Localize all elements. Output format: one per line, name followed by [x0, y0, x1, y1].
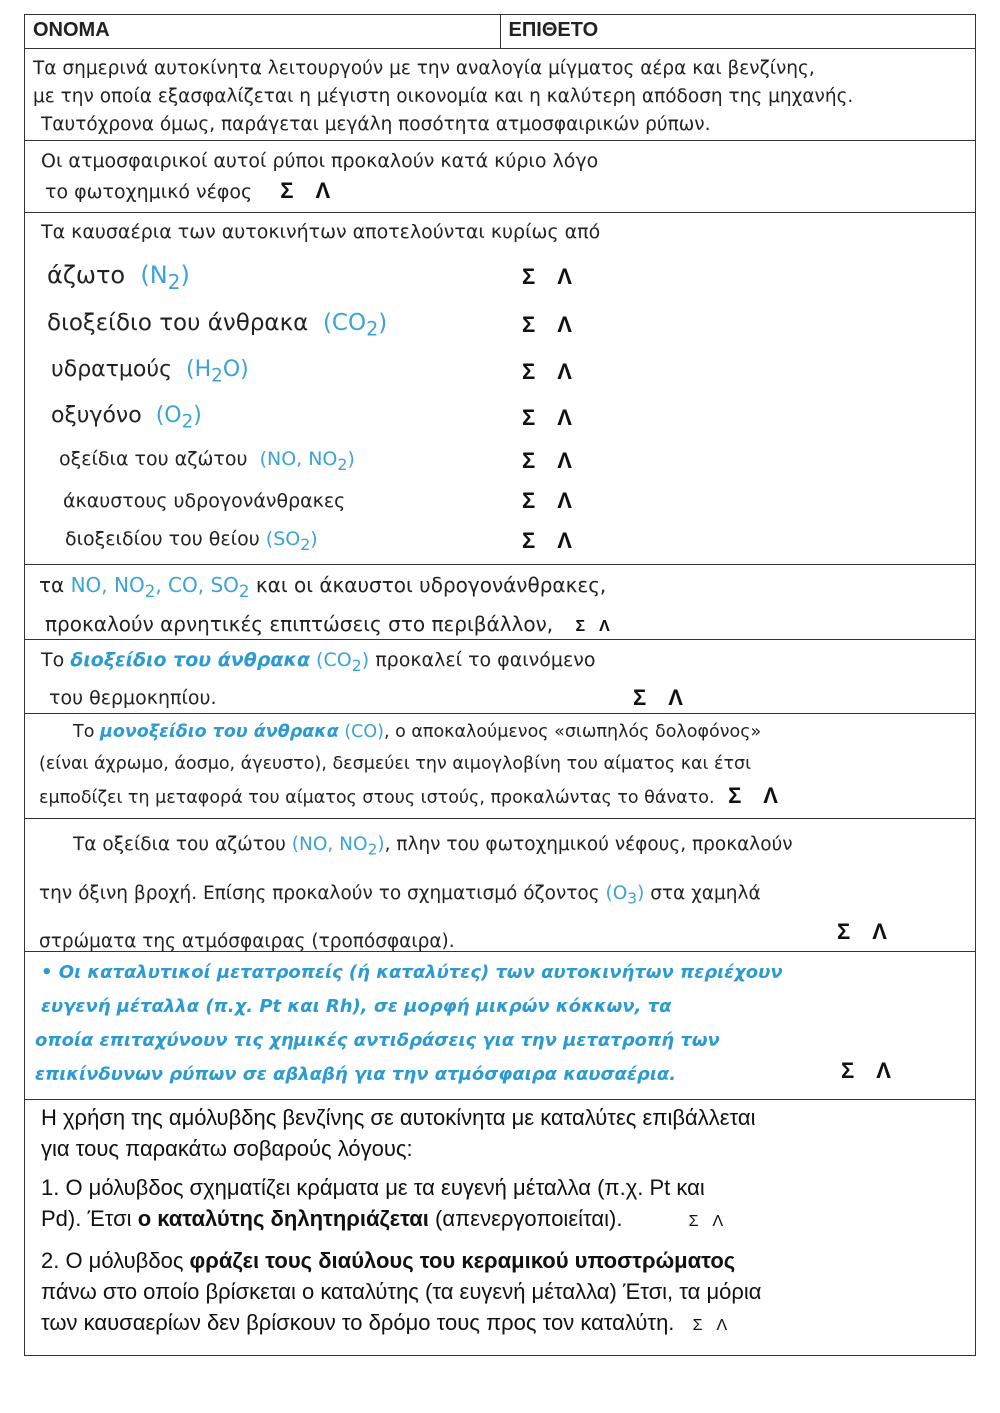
true-option[interactable]: Σ	[280, 178, 294, 203]
q5-text: (είναι άχρωμο, άοσμο, άγευστο), δεσμεύει την αιμογλοβίνη του αίματος και έτσι	[39, 754, 752, 774]
item-formula: $(O_2)$	[155, 403, 202, 433]
item-options	[522, 264, 572, 290]
true-option[interactable]: Σ	[522, 312, 536, 337]
item-text: οξυγόνο	[51, 403, 142, 429]
q3-formula: NO, $NO_2$, CO, $SO_2$	[70, 573, 250, 601]
list-item	[41, 349, 959, 395]
q8-text: 2. Ο μόλυβδος	[41, 1248, 184, 1273]
q8-options-1	[689, 1213, 724, 1230]
q4-options	[633, 682, 683, 714]
item-options	[522, 405, 572, 431]
false-option[interactable]: Λ	[557, 359, 572, 384]
q4-text: προκαλεί το φαινόμενο	[375, 649, 596, 671]
q6-text: στρώματα της ατμόσφαιρας (τροπόσφαιρα).	[39, 931, 455, 953]
question-2	[25, 212, 975, 564]
q3-text: τα	[39, 573, 65, 597]
true-option[interactable]: Σ	[522, 264, 536, 289]
q8-text: των καυσαερίων δεν βρίσκουν το δρόμο τους προς τον καταλύτη.	[41, 1310, 675, 1335]
list-item	[41, 301, 959, 349]
false-option[interactable]: Λ	[557, 528, 572, 553]
q5-text: , ο αποκαλούμενος «σιωπηλός δολοφόνος»	[384, 722, 762, 742]
intro-line: με την οποία εξασφαλίζεται η μέγιστη οικονομία και η καλύτερη απόδοση της μηχανής.	[33, 86, 854, 107]
question-7	[25, 951, 975, 1099]
question-5	[25, 713, 975, 818]
question-1	[25, 140, 975, 212]
item-formula: $(CO_2)$	[322, 309, 388, 341]
false-option[interactable]: Λ	[315, 178, 331, 203]
false-option[interactable]: Λ	[557, 312, 572, 337]
false-option[interactable]: Λ	[763, 783, 778, 808]
q6-text: στα χαμηλά	[650, 882, 761, 904]
q5-formula: (CO)	[344, 722, 384, 742]
q4-text: του θερμοκηπίου.	[49, 686, 217, 709]
item-formula: $(SO_2)$	[265, 528, 318, 554]
list-item	[41, 253, 959, 301]
false-option[interactable]: Λ	[557, 488, 572, 513]
true-option[interactable]: Σ	[575, 618, 586, 635]
q8-text: 1. Ο μόλυβδος σχηματίζει κράματα με τα ευγενή μέταλλα (π.χ. Pt και	[41, 1175, 705, 1200]
q6-text: Τα οξείδια του αζώτου	[73, 834, 286, 855]
question-3	[25, 564, 975, 639]
q8-text: πάνω στο οποίο βρίσκεται ο καταλύτης (τα ευγενή μέταλλα) Έτσι, τα μόρια	[41, 1279, 762, 1304]
item-options	[522, 448, 572, 474]
item-text: οξείδια του αζώτου	[59, 448, 248, 471]
q8-text: για τους παρακάτω σοβαρούς λόγους:	[41, 1136, 413, 1161]
q8-bold: ο καταλύτης δηλητηριάζεται	[137, 1206, 429, 1231]
q3-text: προκαλούν αρνητικές επιπτώσεις στο περιβάλλον,	[45, 612, 554, 636]
q8-text: Η χρήση της αμόλυβδης βενζίνης σε αυτοκίνητα με καταλύτες επιβάλλεται	[41, 1105, 756, 1130]
q7-text: επικίνδυνων ρύπων σε αβλαβή για την ατμόσφαιρα καυσαέρια.	[35, 1064, 677, 1085]
true-option[interactable]: Σ	[522, 528, 536, 553]
q1-text: το φωτοχημικό νέφος	[45, 181, 253, 203]
q7-text: ευγενή μέταλλα (π.χ. Pt και Rh), σε μορφή μικρών κόκκων, τα	[41, 996, 672, 1017]
false-option[interactable]: Λ	[872, 919, 887, 945]
intro-text	[25, 48, 975, 140]
true-option[interactable]: Σ	[522, 405, 536, 430]
item-options	[522, 312, 572, 338]
list-item	[41, 395, 959, 441]
list-item	[41, 521, 959, 561]
true-option[interactable]: Σ	[692, 1317, 703, 1334]
q4-formula: $(CO_2)$	[316, 649, 370, 675]
list-item	[41, 481, 959, 521]
list-item	[41, 441, 959, 481]
item-formula: (NO, $NO_2$)	[259, 448, 355, 474]
q6-text: , πλην του φωτοχημικού νέφους, προκαλούν	[384, 834, 793, 855]
surname-field[interactable]	[500, 15, 976, 48]
false-option[interactable]: Λ	[716, 1317, 728, 1334]
false-option[interactable]: Λ	[557, 405, 572, 430]
q6-formula: (NO, $NO_2$)	[291, 834, 385, 859]
item-text: διοξείδιο του άνθρακα	[47, 309, 309, 336]
question-4	[25, 639, 975, 713]
true-option[interactable]: Σ	[522, 488, 536, 513]
q1-text: Οι ατμοσφαιρικοί αυτοί ρύποι προκαλούν κατά κύριο λόγο	[41, 150, 599, 172]
q7-options	[841, 1054, 891, 1088]
item-options	[522, 359, 572, 385]
intro-line: Ταυτόχρονα όμως, παράγεται μεγάλη ποσότητα ατμοσφαιρικών ρύπων.	[41, 114, 711, 135]
false-option[interactable]: Λ	[876, 1058, 891, 1083]
q1-options	[280, 178, 330, 203]
item-text: άκαυστους υδρογονάνθρακες	[63, 490, 346, 512]
q6-formula: $(O_3)$	[605, 882, 645, 908]
item-text: υδρατμούς	[51, 357, 172, 383]
name-field[interactable]	[25, 15, 500, 48]
q5-text: Το	[73, 722, 95, 742]
true-option[interactable]: Σ	[522, 448, 536, 473]
q8-text: Pd). Έτσι	[41, 1206, 132, 1231]
false-option[interactable]: Λ	[599, 618, 610, 635]
question-8	[25, 1099, 975, 1355]
q6-options	[837, 910, 887, 953]
q3-text: και οι άκαυστοι υδρογονάνθρακες,	[255, 573, 607, 597]
intro-line: Τα σημερινά αυτοκίνητα λειτουργούν με την αναλογία μίγματος αέρα και βενζίνης,	[33, 58, 815, 79]
true-option[interactable]: Σ	[837, 919, 851, 945]
true-option[interactable]: Σ	[522, 359, 536, 384]
true-option[interactable]: Σ	[728, 783, 742, 808]
question-6	[25, 818, 975, 951]
q5-text: εμποδίζει τη μεταφορά του αίματος στους ιστούς, προκαλώντας το θάνατο.	[39, 788, 715, 808]
item-options	[522, 488, 572, 514]
q5-emphasis: μονοξείδιο του άνθρακα	[99, 722, 339, 742]
true-option[interactable]: Σ	[688, 1213, 699, 1230]
q5-options	[728, 783, 778, 808]
item-formula: $(N_2)$	[140, 260, 190, 294]
q6-text: την όξινη βροχή. Επίσης προκαλούν το σχηματισμό όζοντος	[39, 882, 600, 904]
q8-text: (απενεργοποιείται).	[435, 1206, 623, 1231]
true-option[interactable]: Σ	[633, 684, 647, 710]
q7-text: οποία επιταχύνουν τις χημικές αντιδράσεις για την μετατροπή των	[35, 1030, 720, 1051]
false-option[interactable]: Λ	[668, 684, 683, 710]
header-row	[25, 15, 975, 48]
item-text: διοξειδίου του θείου	[65, 528, 260, 551]
surname-label: ΕΠΙΘΕΤΟ	[508, 19, 599, 41]
q4-text: Το	[41, 649, 65, 671]
false-option[interactable]: Λ	[712, 1213, 724, 1230]
q8-bold: φράζει τους διαύλους του κεραμικού υποστρώματος	[189, 1248, 736, 1273]
true-option[interactable]: Σ	[841, 1058, 855, 1083]
q4-emphasis: διοξείδιο του άνθρακα	[70, 649, 310, 671]
worksheet	[24, 14, 976, 1356]
item-text: άζωτο	[47, 260, 126, 289]
q7-text: • Οι καταλυτικοί μετατροπείς (ή καταλύτες) των αυτοκινήτων περιέχουν	[41, 962, 783, 983]
item-formula: $(H_2O)$	[186, 357, 249, 387]
false-option[interactable]: Λ	[557, 264, 572, 289]
item-options	[522, 528, 572, 554]
name-label: ΟΝΟΜΑ	[33, 19, 110, 41]
q2-title: Τα καυσαέρια των αυτοκινήτων αποτελούνται κυρίως από	[41, 221, 601, 243]
q3-options	[576, 618, 610, 635]
q8-options-2	[693, 1317, 728, 1334]
false-option[interactable]: Λ	[557, 448, 572, 473]
